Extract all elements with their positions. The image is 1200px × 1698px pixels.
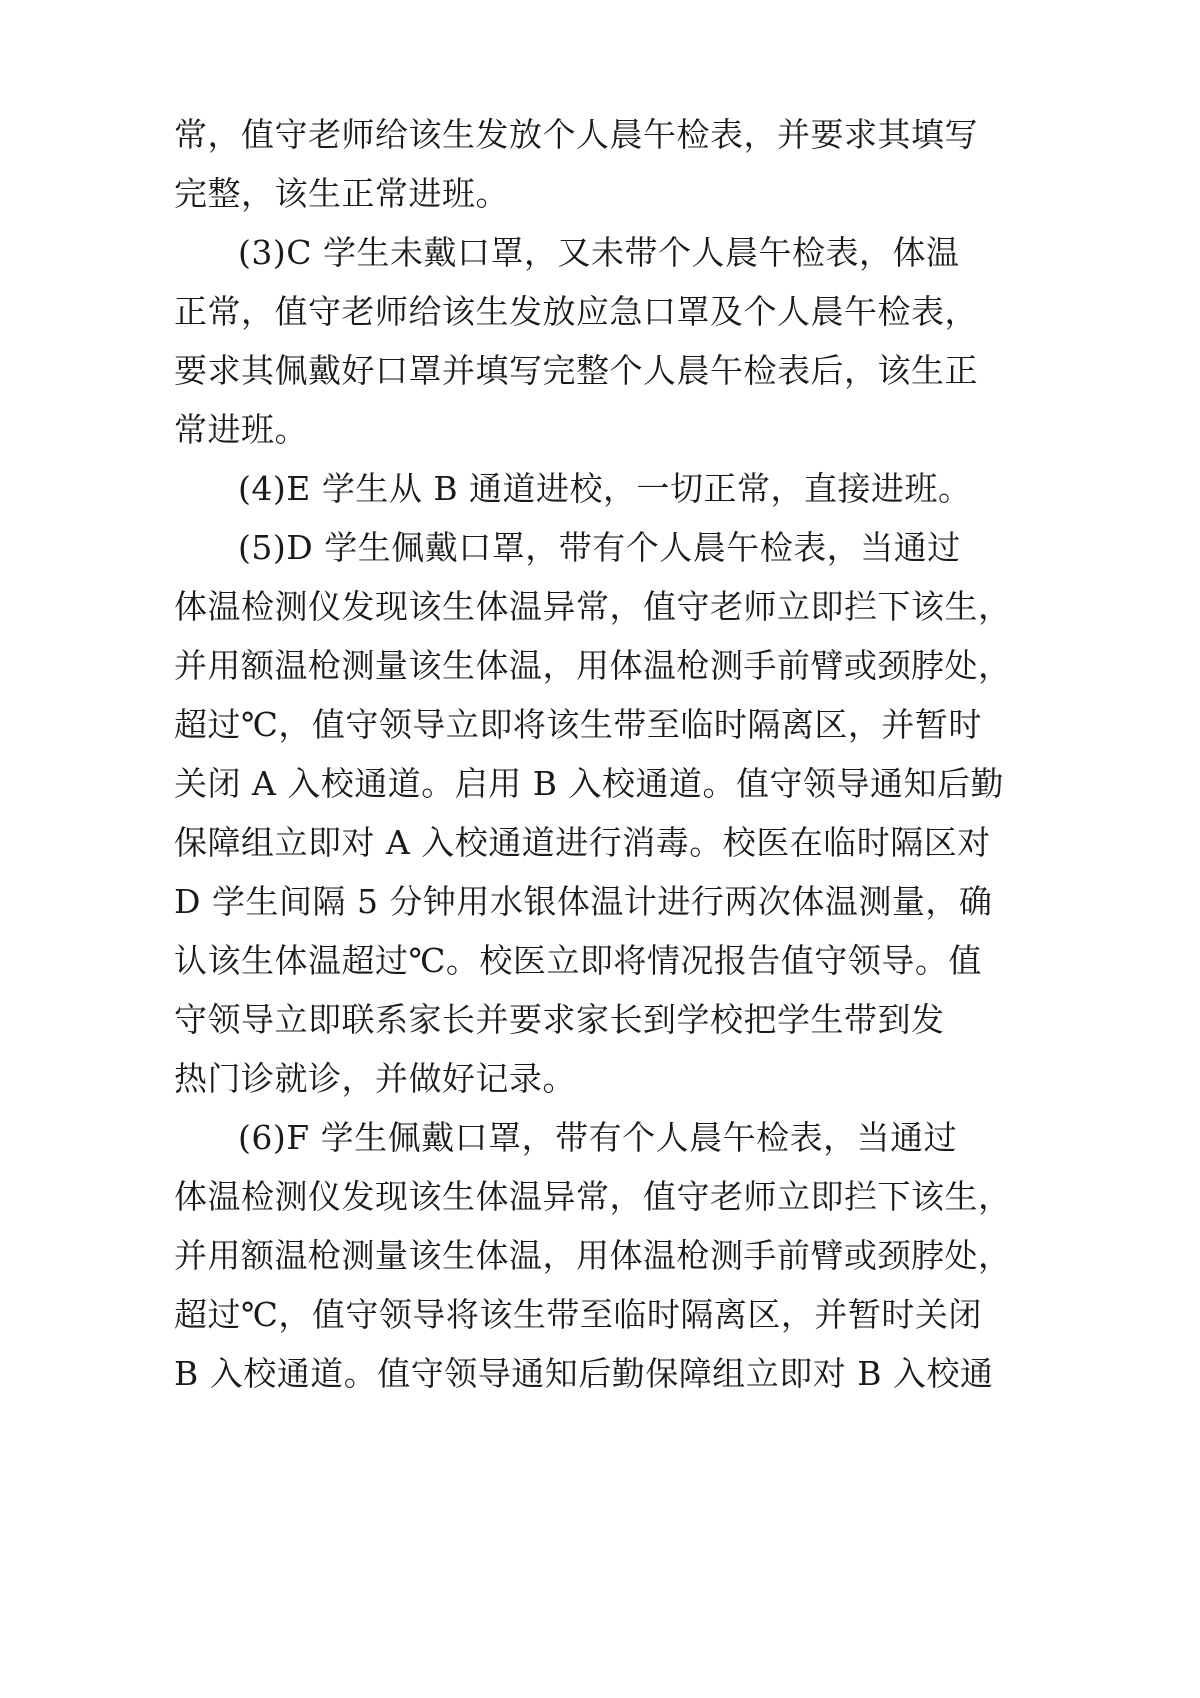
text-line-6: 常进班。 (174, 410, 308, 449)
paragraph-5-line-1: (5)D 学生佩戴口罩，带有个人晨午检表，当通过 (238, 528, 961, 567)
text-line-11: 超过℃，值守领导立即将该生带至临时隔离区，并暂时 (174, 705, 982, 744)
text-line-15: 认该生体温超过℃。校医立即将情况报告值守领导。值 (174, 941, 982, 980)
text-line-9: 体温检测仪发现该生体温异常，值守老师立即拦下该生， (174, 587, 1012, 626)
text-line-22: B 入校通道。值守领导通知后勤保障组立即对 B 入校通 (174, 1354, 994, 1393)
text-line-2: 完整，该生正常进班。 (174, 174, 509, 213)
paragraph-6-line-1: (6)F 学生佩戴口罩，带有个人晨午检表，当通过 (238, 1118, 958, 1157)
text-line-10: 并用额温枪测量该生体温，用体温枪测手前臂或颈脖处， (174, 646, 1012, 685)
text-line-21: 超过℃，值守领导将该生带至临时隔离区，并暂时关闭 (174, 1295, 982, 1334)
text-line-19: 体温检测仪发现该生体温异常，值守老师立即拦下该生， (174, 1177, 1012, 1216)
text-line-20: 并用额温枪测量该生体温，用体温枪测手前臂或颈脖处， (174, 1236, 1012, 1275)
text-line-5: 要求其佩戴好口罩并填写完整个人晨午检表后，该生正 (174, 351, 978, 390)
text-line-14: D 学生间隔 5 分钟用水银体温计进行两次体温测量，确 (174, 882, 993, 921)
paragraph-4-line-1: (4)E 学生从 B 通道进校，一切正常，直接进班。 (238, 469, 972, 508)
text-line-1: 常，值守老师给该生发放个人晨午检表，并要求其填写 (174, 115, 978, 154)
paragraph-3-line-1: (3)C 学生未戴口罩，又未带个人晨午检表，体温 (238, 233, 960, 272)
text-line-16: 守领导立即联系家长并要求家长到学校把学生带到发 (174, 1000, 945, 1039)
text-line-12: 关闭 A 入校通道。启用 B 入校通道。值守领导通知后勤 (174, 764, 1005, 803)
text-line-17: 热门诊就诊，并做好记录。 (174, 1059, 576, 1098)
text-line-13: 保障组立即对 A 入校通道进行消毒。校医在临时隔区对 (174, 823, 991, 862)
text-line-4: 正常，值守老师给该生发放应急口罩及个人晨午检表， (174, 292, 978, 331)
